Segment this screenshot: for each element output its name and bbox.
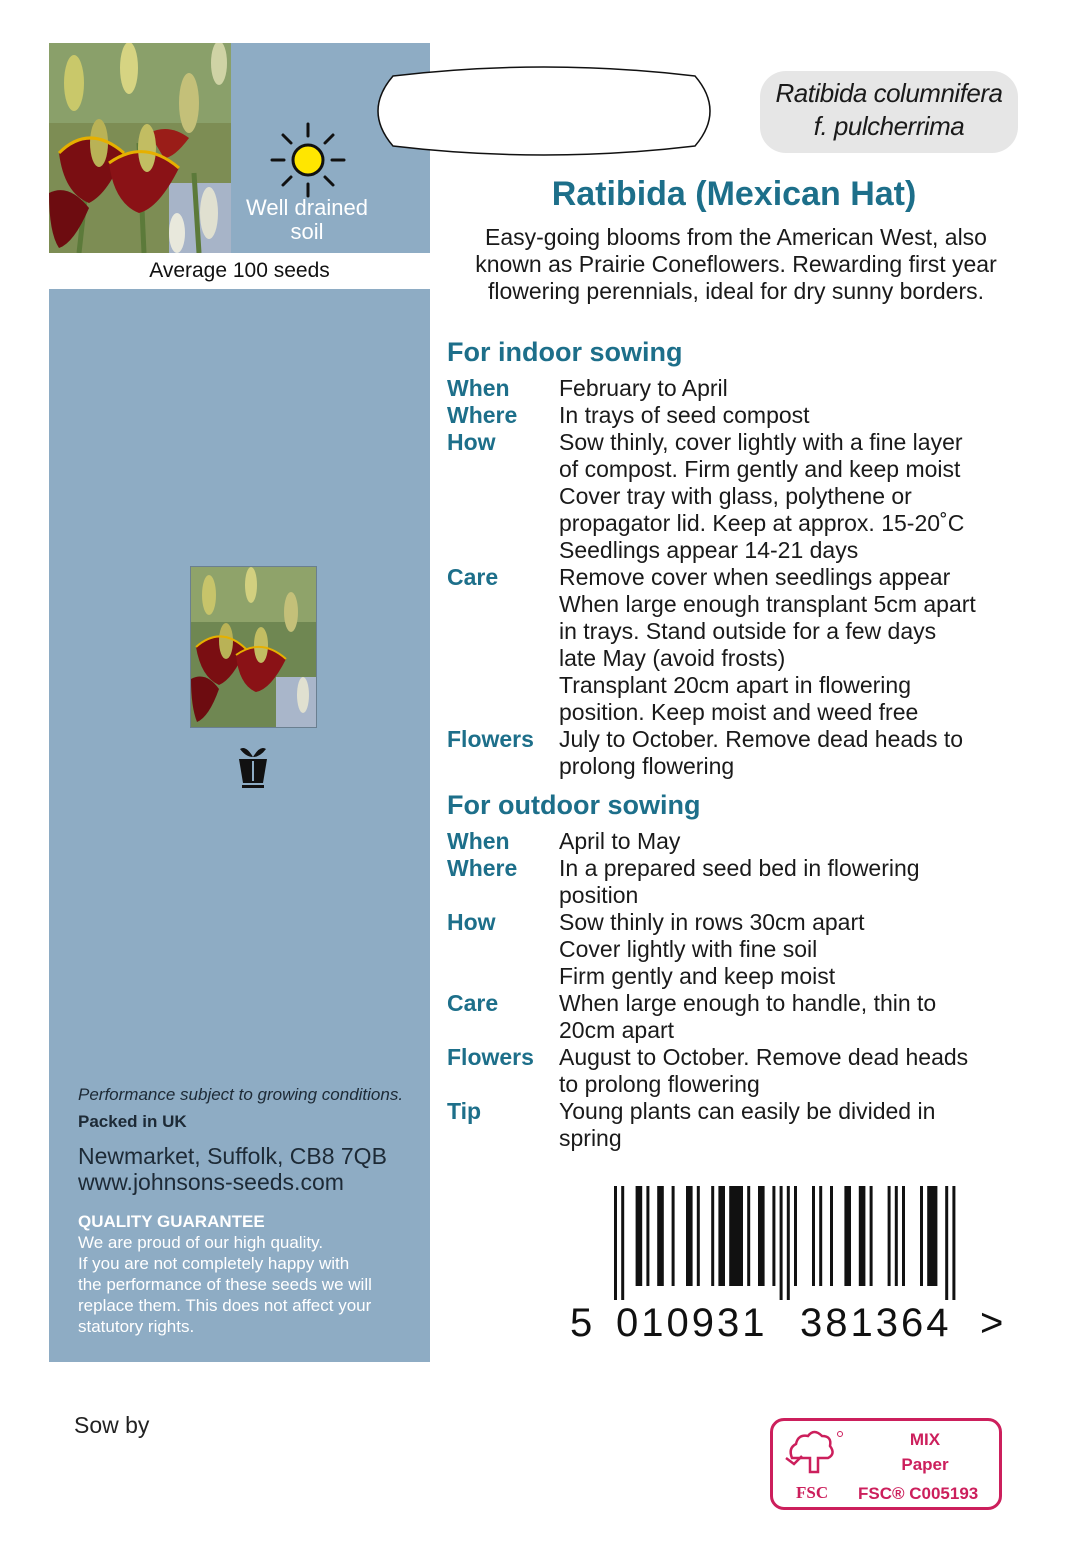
instruction-line: July to October. Remove dead heads to: [559, 726, 964, 752]
instruction-line: Transplant 20cm apart in flowering: [559, 672, 911, 698]
barcode-bar: [729, 1186, 743, 1286]
instruction-detail: [559, 564, 1037, 726]
instruction-detail: [559, 402, 1037, 429]
instruction-line: Sow thinly, cover lightly with a fine layer: [559, 429, 963, 455]
instruction-line: spring: [559, 1125, 622, 1151]
instruction-line: late May (avoid frosts): [559, 645, 786, 671]
barcode-bar: [621, 1186, 624, 1300]
instruction-detail: [559, 828, 1037, 855]
instruction-term: Flowers: [447, 1044, 534, 1070]
instruction-line: In trays of seed compost: [559, 402, 810, 428]
sow-by-label: Sow by: [74, 1412, 150, 1438]
barcode-bar: [819, 1186, 822, 1286]
instruction-line: to prolong flowering: [559, 1071, 760, 1097]
barcode-bar: [758, 1186, 765, 1286]
barcode-bar: [718, 1186, 725, 1286]
instruction-detail: [559, 375, 1037, 402]
barcode: [610, 1186, 970, 1300]
instruction-term: Where: [447, 402, 518, 428]
outdoor-sowing-list: [447, 828, 1037, 1152]
instruction-line: of compost. Firm gently and keep moist: [559, 456, 961, 482]
barcode-bar: [636, 1186, 643, 1286]
barcode-bar: [888, 1186, 891, 1286]
fsc-code: FSC® C005193: [858, 1484, 979, 1503]
barcode-bar: [772, 1186, 775, 1286]
quality-guarantee-title: QUALITY GUARANTEE: [78, 1212, 265, 1231]
page-title: Ratibida (Mexican Hat): [551, 175, 917, 213]
barcode-bar: [711, 1186, 714, 1286]
instruction-line: in trays. Stand outside for a few days: [559, 618, 937, 644]
hang-hole: [363, 66, 725, 156]
barcode-bar: [844, 1186, 851, 1286]
barcode-bar: [646, 1186, 649, 1286]
outdoor-sowing-heading: For outdoor sowing: [447, 790, 701, 820]
barcode-bar: [830, 1186, 833, 1286]
barcode-arrow: >: [980, 1301, 1004, 1345]
instruction-line: Firm gently and keep moist: [559, 963, 836, 989]
quality-guarantee-text: We are proud of our high quality. If you are not completely happy with the performance of these seeds we will replace them. This does not affect your statutory rights.: [78, 1233, 372, 1336]
instruction-line: position: [559, 882, 639, 908]
instruction-row: [447, 375, 1037, 402]
instruction-row: [447, 564, 1037, 726]
barcode-left-group: 010931: [616, 1301, 768, 1345]
instruction-line: prolong flowering: [559, 753, 735, 779]
instruction-line: propagator lid. Keep at approx. 15-20˚C: [559, 510, 965, 536]
barcode-bar: [920, 1186, 923, 1286]
instruction-row: [447, 1044, 1037, 1098]
instruction-line: Remove cover when seedlings appear: [559, 564, 951, 590]
instruction-detail: [559, 429, 1037, 564]
barcode-bar: [927, 1186, 937, 1286]
instruction-line: Seedlings appear 14-21 days: [559, 537, 859, 563]
barcode-first-digit: 5: [570, 1301, 593, 1345]
barcode-bar: [859, 1186, 866, 1286]
fsc-paper: Paper: [901, 1455, 949, 1474]
instruction-row: [447, 1098, 1037, 1152]
barcode-bar: [794, 1186, 797, 1286]
barcode-bar: [697, 1186, 700, 1286]
flower-photo-small: [191, 567, 316, 727]
instruction-term: How: [447, 429, 496, 455]
indoor-sowing-heading: For indoor sowing: [447, 337, 683, 367]
instruction-term: Care: [447, 564, 499, 590]
instruction-line: Cover tray with glass, polythene or: [559, 483, 912, 509]
barcode-bar: [952, 1186, 955, 1300]
instruction-term: When: [447, 375, 510, 401]
flower-photo: [49, 43, 231, 253]
barcode-bar: [657, 1186, 664, 1286]
instruction-term: How: [447, 909, 496, 935]
intro-text: Easy-going blooms from the American West, also known as Prairie Coneflowers. Rewarding first year flowering perennials, ideal for dry sunny borders.: [475, 224, 997, 304]
seed-count: Average 100 seeds: [49, 253, 430, 289]
instruction-row: [447, 402, 1037, 429]
instruction-line: February to April: [559, 375, 728, 401]
barcode-bar: [747, 1186, 750, 1286]
instruction-row: [447, 726, 1037, 780]
barcode-bar: [812, 1186, 815, 1286]
instruction-detail: [559, 990, 1037, 1044]
pot-logo-icon: [236, 743, 270, 791]
sun-icon: [266, 120, 350, 204]
instruction-row: [447, 990, 1037, 1044]
barcode-right-group: 381364: [800, 1301, 952, 1345]
instruction-line: April to May: [559, 828, 681, 854]
barcode-bar: [672, 1186, 675, 1286]
instruction-detail: [559, 1098, 1037, 1152]
instruction-term: When: [447, 828, 510, 854]
instruction-row: [447, 855, 1037, 909]
instruction-line: When large enough transplant 5cm apart: [559, 591, 976, 617]
instruction-detail: [559, 855, 1037, 909]
instruction-line: position. Keep moist and weed free: [559, 699, 919, 725]
instruction-row: [447, 909, 1037, 990]
fsc-logo-text: FSC: [796, 1483, 829, 1502]
barcode-bar: [614, 1186, 617, 1300]
instruction-term: Flowers: [447, 726, 534, 752]
barcode-bar: [902, 1186, 905, 1286]
address: Newmarket, Suffolk, CB8 7QB: [78, 1143, 387, 1169]
instruction-detail: [559, 726, 1037, 780]
indoor-sowing-list: [447, 375, 1037, 780]
instruction-line: Cover lightly with fine soil: [559, 936, 818, 962]
instruction-row: [447, 429, 1037, 564]
barcode-bar: [870, 1186, 873, 1286]
barcode-bar: [780, 1186, 783, 1300]
barcode-bar: [686, 1186, 693, 1286]
soil-label: Well drained soil: [246, 195, 368, 244]
instruction-line: Sow thinly in rows 30cm apart: [559, 909, 865, 935]
instruction-line: In a prepared seed bed in flowering: [559, 855, 920, 881]
instruction-line: August to October. Remove dead heads: [559, 1044, 969, 1070]
instruction-line: Young plants can easily be divided in: [559, 1098, 936, 1124]
instruction-detail: [559, 1044, 1037, 1098]
packed-in: Packed in UK: [78, 1112, 187, 1131]
website-link[interactable]: www.johnsons-seeds.com: [78, 1169, 344, 1195]
instruction-line: 20cm apart: [559, 1017, 675, 1043]
barcode-bar: [895, 1186, 898, 1286]
fsc-mix: MIX: [909, 1430, 941, 1449]
fsc-tree-icon: [782, 1428, 844, 1478]
instruction-term: Care: [447, 990, 499, 1016]
instruction-detail: [559, 909, 1037, 990]
performance-note: Performance subject to growing conditions.: [78, 1085, 404, 1104]
instruction-term: Tip: [447, 1098, 482, 1124]
instruction-line: When large enough to handle, thin to: [559, 990, 937, 1016]
latin-name-badge: Ratibida columnifera f. pulcherrima: [760, 71, 1018, 153]
barcode-bar: [945, 1186, 948, 1300]
barcode-bar: [787, 1186, 790, 1300]
instruction-term: Where: [447, 855, 518, 881]
instruction-row: [447, 828, 1037, 855]
